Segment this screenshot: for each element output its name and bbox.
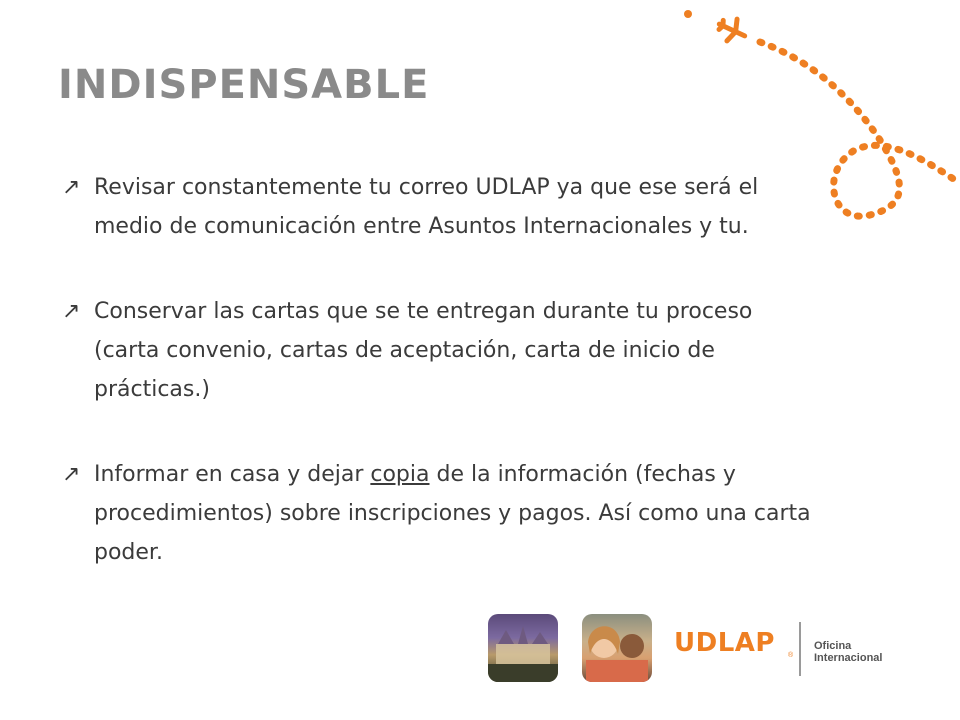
bullet-item-inform — [62, 455, 822, 572]
bullet-item-email — [62, 168, 822, 246]
registered-mark: ® — [788, 652, 794, 659]
students-photo — [582, 614, 652, 682]
underlined-word: copia — [370, 462, 430, 487]
office-label: Oficina Internacional — [814, 640, 883, 664]
bullet-text-after: de la información (fechas y procedimientos) sobre inscripciones y pagos. Así como una carta poder. — [94, 462, 811, 565]
bullet-text: Revisar constantemente tu correo UDLAP ya que ese será el medio de comunicación entre Asuntos Internacionales y tu. — [94, 175, 759, 239]
bullet-item-letters — [62, 292, 822, 409]
campus-photo — [488, 614, 558, 682]
airplane-icon — [714, 13, 750, 47]
bullet-text: Conservar las cartas que se te entregan durante tu proceso (carta convenio, cartas de aceptación, carta de inicio de prácticas.) — [94, 299, 753, 402]
flight-start-dot — [684, 10, 692, 18]
bullet-list — [62, 168, 822, 618]
udlap-logo: UDLAP — [674, 628, 775, 658]
arrow-icon: ↗ — [62, 299, 81, 324]
arrow-icon: ↗ — [62, 175, 81, 200]
arrow-icon: ↗ — [62, 462, 81, 487]
bullet-text-before: Informar en casa y dejar — [94, 462, 371, 487]
logo-divider — [799, 622, 801, 676]
page-title: INDISPENSABLE — [58, 62, 430, 108]
